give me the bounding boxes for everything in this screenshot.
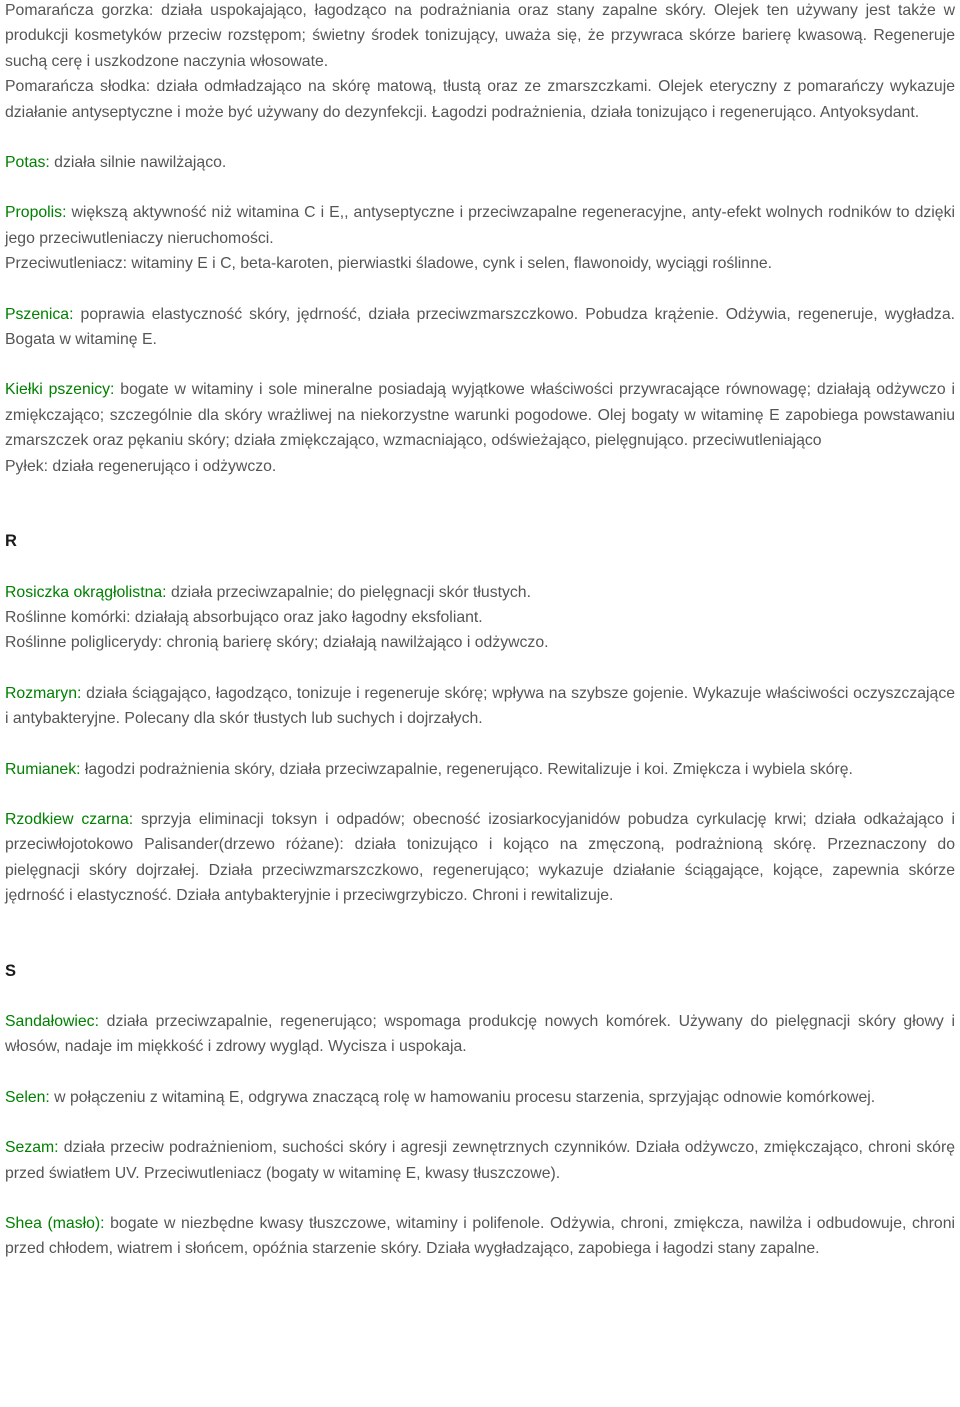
entry-propolis — [5, 200, 955, 251]
entry-text: działa przeciwzapalnie; do pielęgnacji skór tłustych. — [166, 583, 531, 601]
entry-roslinne-komorki — [5, 605, 955, 630]
entry-selen — [5, 1085, 955, 1110]
entry-shea — [5, 1211, 955, 1262]
entry-term: Rosiczka okrągłolistna: — [5, 583, 167, 601]
entry-sandalowiec — [5, 1009, 955, 1060]
entry-przeciwutleniacz — [5, 251, 955, 276]
entry-rozmaryn — [5, 681, 955, 732]
entry-text: poprawia elastyczność skóry, jędrność, działa przeciwzmarszczkowo. Pobudza krążenie. Odżywia, regeneruje, wygładza. Bogata w witaminę E. — [5, 305, 955, 349]
entry-text: bogate w niezbędne kwasy tłuszczowe, witaminy i polifenole. Odżywia, chroni, zmiękcza, nawilża i odbudowuje, chroni przed chłodem, wiatrem i słońcem, opóźnia starzenie skóry. Działa wygładzająco, zapobiega i łagodzi stany zapalne. — [5, 1215, 955, 1258]
entry-pylek — [5, 454, 955, 479]
entry-potas — [5, 150, 955, 175]
entry-pomarancza-slodka — [5, 74, 955, 125]
entry-term: Potas: — [5, 154, 50, 172]
entry-roslinne-poliglicerydy — [5, 630, 955, 655]
entry-text: działa silnie nawilżająco. — [49, 154, 227, 172]
entry-term: Sezam: — [5, 1139, 59, 1157]
entry-text: bogate w witaminy i sole mineralne posiadają wyjątkowe właściwości przywracające równowagę; działają odżywczo i zmiękczająco; szczególnie dla skóry wrażliwej na niekorzystne warunki pogodowe. Olej bogaty w witaminę E zapobiega powstawaniu zmarszczek oraz pękaniu skóry; działa zmiękczająco, wzmacniająco, odświeżająco, pielęgnująco. przeciwutleniająco — [5, 381, 955, 450]
entry-text: Pomarańcza gorzka: działa uspokajająco, łagodząco na podrażniania oraz stany zapalne skóry. Olejek ten używany jest także w produkcji kosmetyków przeciw rozstępom; świetny środek tonizujący, uważa się, że przywraca skórze barierę kwasową. Regeneruje suchą cerę i uszkodzone naczynia włosowate. — [5, 2, 955, 70]
entry-text: Pyłek: działa regenerująco i odżywczo. — [5, 457, 277, 475]
entry-term: Rumianek: — [5, 760, 81, 778]
section-heading-r: R — [5, 532, 17, 551]
entry-term: Shea (masło): — [5, 1215, 105, 1232]
entry-rzodkiew-czarna — [5, 807, 955, 909]
entry-text: łagodzi podrażnienia skóry, działa przeciwzapalnie, regenerująco. Rewitalizuje i koi. Zmiękcza i wybiela skórę. — [80, 760, 853, 778]
entry-text: działa przeciw podrażnieniom, suchości skóry i agresji zewnętrznych czynników. Działa odżywczo, zmiękczająco, chroni skórę przed światłem UV. Przeciwutleniacz (bogaty w witaminę E, kwasy tłuszczowe). — [5, 1139, 955, 1182]
entry-sezam — [5, 1135, 955, 1186]
entry-text: większą aktywność niż witamina C i E,, antyseptyczne i przeciwzapalne regeneracyjne, anty-efekt wolnych rodników to dzięki jego przeciwutleniaczy nieruchomości. — [5, 204, 955, 247]
section-heading-s: S — [5, 961, 17, 980]
entry-rosiczka — [5, 580, 955, 605]
entry-pszenica — [5, 302, 955, 353]
entry-text: sprzyja eliminacji toksyn i odpadów; obecność izosiarkocyjanidów pobudza cyrkulację krwi; działa odkażająco i przeciwłojotokowo Palisander(drzewo różane): działa tonizująco i kojąco na zmęczoną, podrażnioną skórę. Przeznaczony do pielęgnacji skóry dojrzałej. Działa przeciwzmarszczkowo, regenerująco; wykazuje działanie ściągające, kojące, zapewnia skórze jędrność i elastyczność. Działa antybakteryjnie i przeciwgrzybiczo. Chroni i rewitalizuje. — [5, 810, 955, 905]
entry-term: Pszenica: — [5, 305, 74, 323]
entry-text: w połączeniu z witaminą E, odgrywa znaczącą rolę w hamowaniu procesu starzenia, sprzyjając odnowie komórkowej. — [49, 1088, 876, 1106]
entry-kielki-pszenicy — [5, 377, 955, 453]
entry-term: Rzodkiew czarna: — [5, 810, 134, 828]
entry-text: Pomarańcza słodka: działa odmładzająco na skórę matową, tłustą oraz ze zmarszczkami. Olejek eteryczny z pomarańczy wykazuje działanie antyseptyczne i może być używany do dezynfekcji. Łagodzi podrażnienia, działa tonizująco i regenerująco. Antyoksydant. — [5, 78, 955, 121]
entry-term: Selen: — [5, 1088, 50, 1106]
entry-text: Przeciwutleniacz: witaminy E i C, beta-karoten, pierwiastki śladowe, cynk i selen, flawonoidy, wyciągi roślinne. — [5, 255, 773, 273]
entry-term: Kiełki pszenicy: — [5, 381, 115, 399]
entry-rumianek — [5, 757, 955, 782]
entry-text: Roślinne komórki: działają absorbująco oraz jako łagodny eksfoliant. — [5, 608, 483, 626]
entry-term: Rozmaryn: — [5, 684, 82, 702]
entry-text: działa ściągająco, łagodząco, tonizuje i regeneruje skórę; wpływa na szybsze gojenie. Wykazuje właściwości oczyszczające i antybakteryjne. Polecany dla skór tłustych lub suchych i dojrzałych. — [5, 684, 955, 728]
entry-term: Propolis: — [5, 204, 67, 222]
entry-term: Sandałowiec: — [5, 1012, 99, 1030]
entry-text: działa przeciwzapalnie, regenerująco; wspomaga produkcję nowych komórek. Używany do pielęgnacji skóry głowy i włosów, nadaje im miękkość i zdrowy wygląd. Wycisza i uspokaja. — [5, 1012, 955, 1056]
entry-pomarancza-gorzka — [5, 0, 955, 74]
entry-text: Roślinne poliglicerydy: chronią barierę skóry; działają nawilżająco i odżywczo. — [5, 634, 549, 652]
